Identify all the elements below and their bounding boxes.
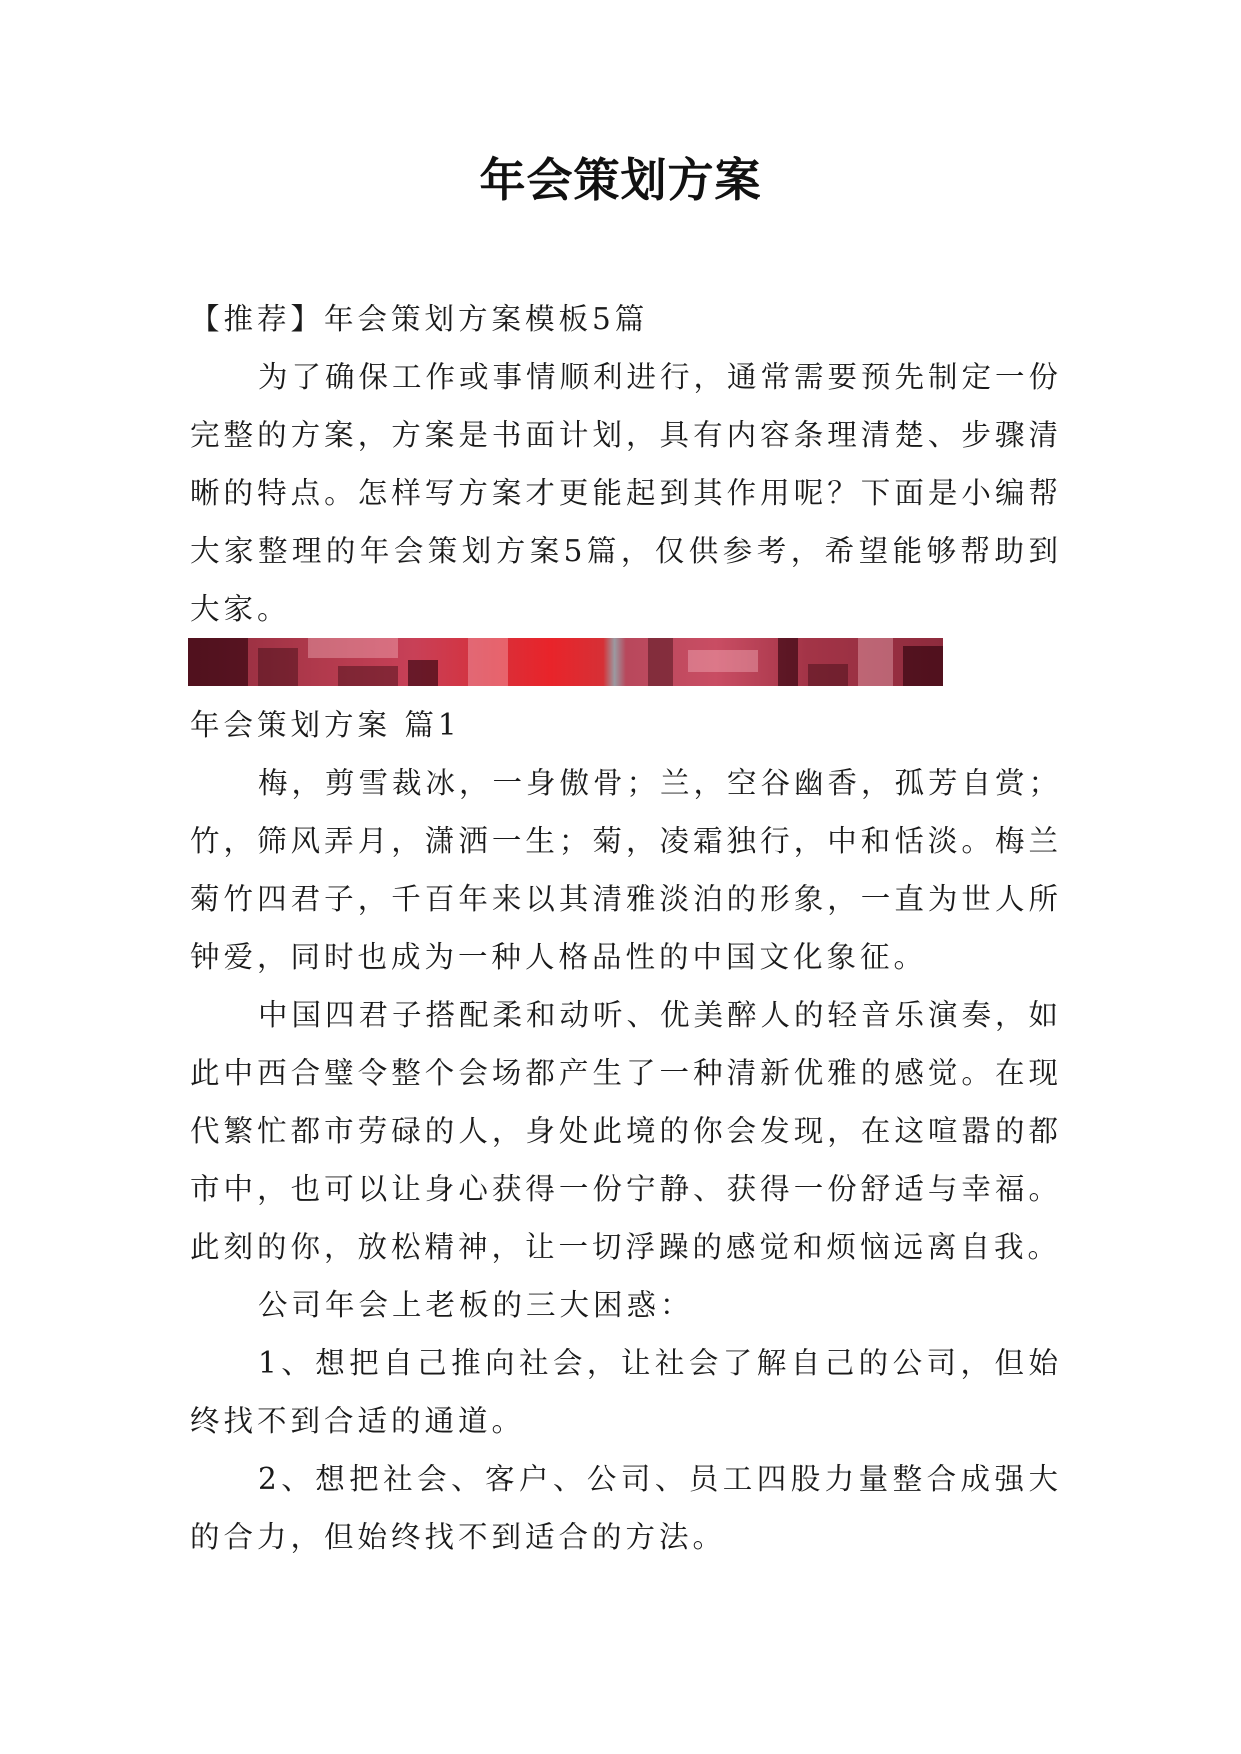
intro-paragraph: 为了确保工作或事情顺利进行，通常需要预先制定一份完整的方案，方案是书面计划，具有内容条理清楚、步骤清晰的特点。怎样写方案才更能起到其作用呢？下面是小编帮大家整理的年会策划方案5篇，仅供参考，希望能够帮助到大家。: [190, 360, 1063, 626]
body-paragraph: 2、想把社会、客户、公司、员工四股力量整合成强大的合力，但始终找不到适合的方法。: [190, 1462, 1062, 1554]
body-paragraph: 梅，剪雪裁冰，一身傲骨；兰，空谷幽香，孤芳自赏；竹，筛风弄月，潇洒一生；菊，凌霜独行，中和恬淡。梅兰菊竹四君子，千百年来以其清雅淡泊的形象，一直为世人所钟爱，同时也成为一种人格品性的中国文化象征。: [190, 766, 1063, 974]
page-title: 年会策划方案: [479, 153, 762, 207]
section-title: 年会策划方案 篇1: [190, 708, 461, 742]
banner-image: [188, 638, 943, 686]
document-body: [190, 290, 1062, 1566]
body-paragraph: 中国四君子搭配柔和动听、优美醉人的轻音乐演奏，如此中西合璧令整个会场都产生了一种清新优雅的感觉。在现代繁忙都市劳碌的人，身处此境的你会发现，在这喧嚣的都市中，也可以让身心获得一份宁静、获得一份舒适与幸福。此刻的你，放松精神，让一切浮躁的感觉和烦恼远离自我。: [190, 998, 1063, 1264]
body-paragraph: 公司年会上老板的三大困惑：: [258, 1288, 694, 1322]
body-paragraph: 1、想把自己推向社会，让社会了解自己的公司，但始终找不到合适的通道。: [190, 1346, 1062, 1438]
intro-heading: 【推荐】年会策划方案模板5篇: [190, 302, 649, 336]
